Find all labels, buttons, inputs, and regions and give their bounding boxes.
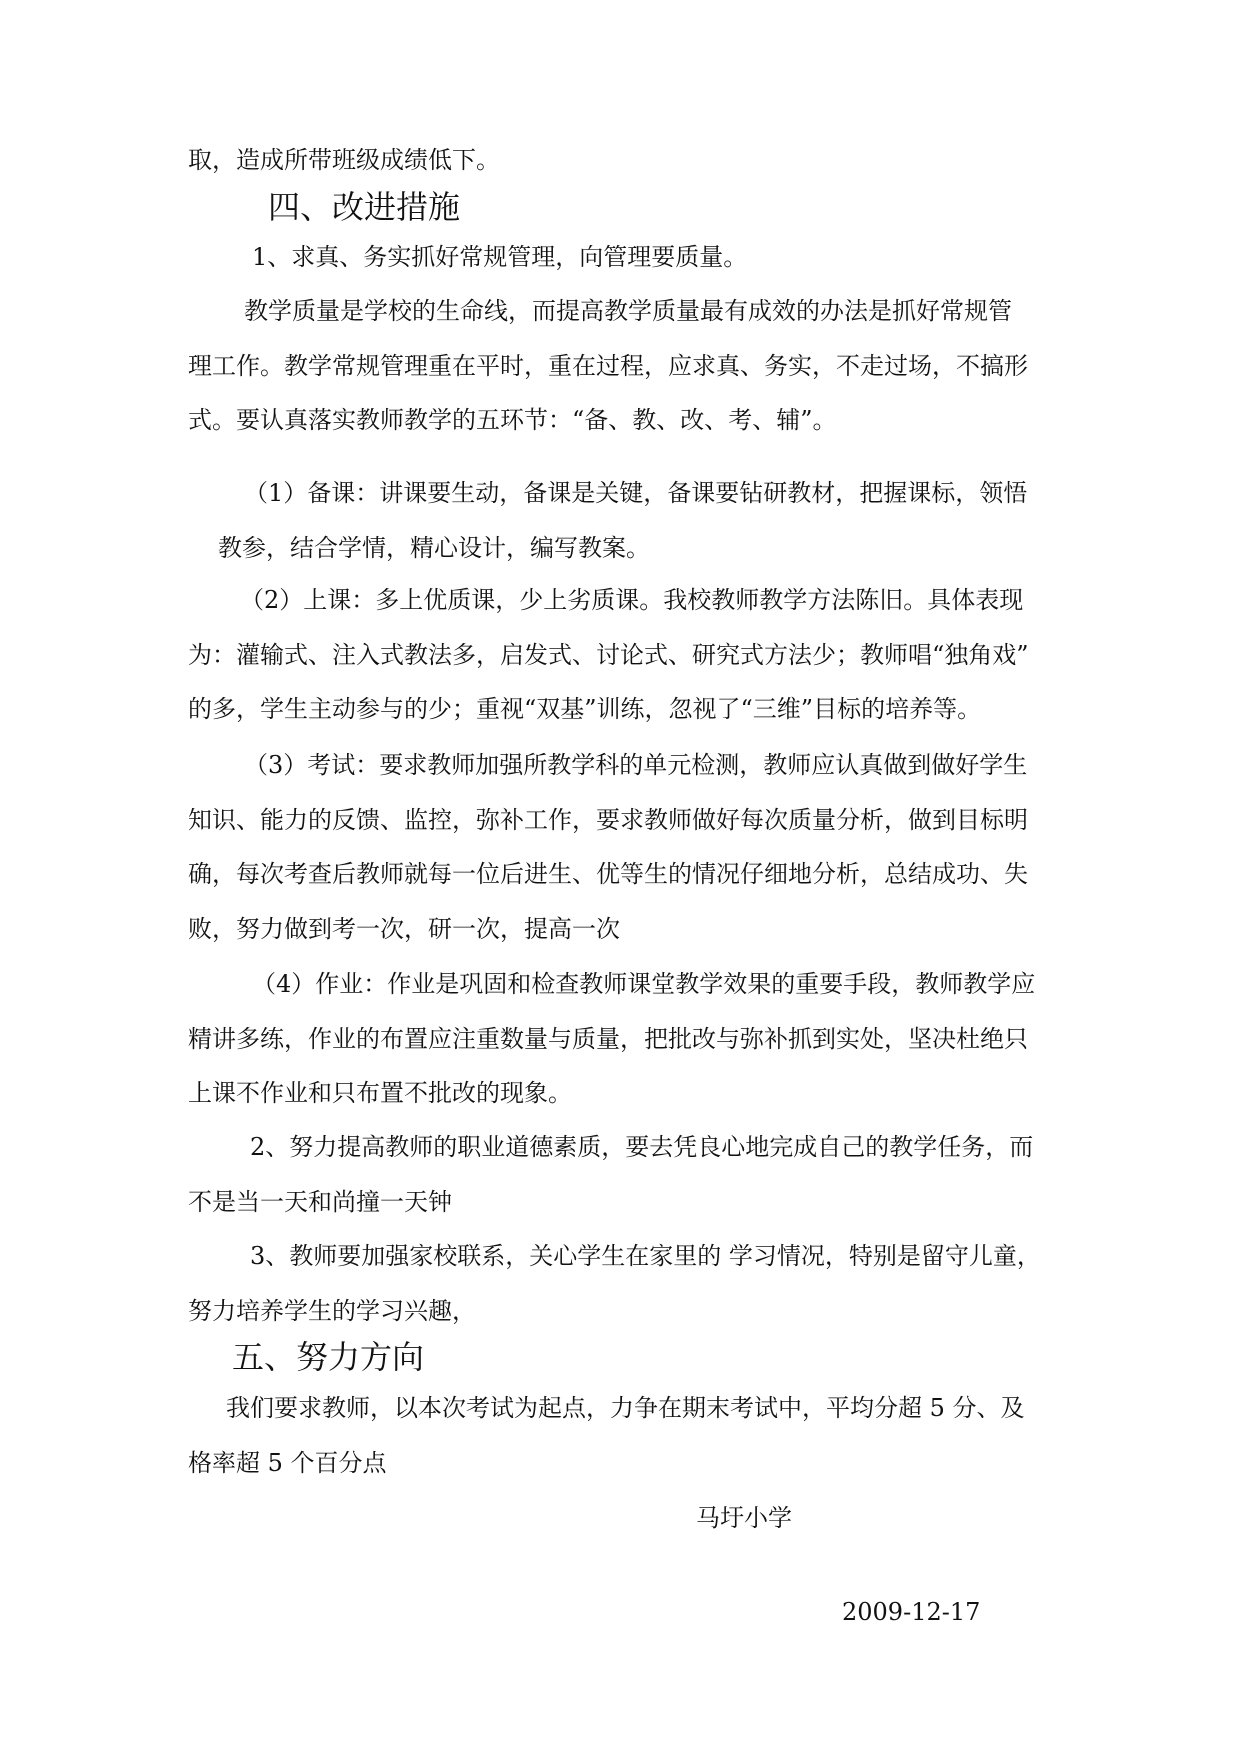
text-line: 2、努力提高教师的职业道德素质，要去凭良心地完成自己的教学任务，而 — [250, 1133, 1034, 1161]
text-line: （4）作业：作业是巩固和检查教师课堂教学效果的重要手段，教师教学应 — [252, 970, 1036, 998]
text-line: 教参，结合学情，精心设计，编写教案。 — [218, 533, 650, 562]
text-line: 上课不作业和只布置不批改的现象。 — [188, 1079, 572, 1107]
text-line: 教学质量是学校的生命线，而提高教学质量最有成效的办法是抓好常规管 — [244, 297, 1012, 325]
text-line: （1）备课：讲课要生动，备课是关键，备课要钻研教材，把握课标，领悟 — [244, 479, 1028, 507]
paragraph-exam — [188, 738, 1058, 956]
section-heading-5: 五、努力方向 — [232, 1338, 425, 1376]
paragraph-class — [188, 573, 1058, 737]
text-line: 不是当一天和尚撞一天钟 — [188, 1187, 452, 1216]
paragraph-homework — [188, 957, 1058, 1121]
paragraph-quality — [188, 284, 1058, 448]
text-line: 理工作。教学常规管理重在平时，重在过程，应求真、务实，不走过场，不搞形 — [188, 351, 1028, 380]
text-line: 努力培养学生的学习兴趣， — [188, 1296, 476, 1325]
text-line: 精讲多练，作业的布置应注重数量与质量，把批改与弥补抓到实处，坚决杜绝只 — [188, 1024, 1028, 1053]
text-line: 为：灌输式、注入式教法多，启发式、讨论式、研究式方法少；教师唱“独角戏” — [188, 640, 1029, 669]
text-line: 取，造成所带班级成绩低下。 — [188, 146, 500, 174]
measure-item-2 — [188, 1120, 1058, 1229]
text-line: 知识、能力的反馈、监控，弥补工作，要求教师做好每次质量分析，做到目标明 — [188, 805, 1028, 834]
text-line: 败，努力做到考一次，研一次，提高一次 — [188, 914, 620, 943]
paragraph-lesson-prep — [188, 466, 1058, 575]
text-line: 1、求真、务实抓好常规管理，向管理要质量。 — [252, 243, 748, 271]
text-line: 3、教师要加强家校联系，关心学生在家里的 学习情况，特别是留守儿童， — [250, 1242, 1041, 1270]
paragraph-direction — [188, 1381, 1058, 1490]
text-line: 式。要认真落实教师教学的五环节：“备、教、改、考、辅”。 — [188, 406, 837, 434]
measure-item-3 — [188, 1229, 1058, 1338]
text-line: （2）上课：多上优质课，少上劣质课。我校教师教学方法陈旧。具体表现 — [240, 586, 1024, 614]
text-line: 确，每次考查后教师就每一位后进生、优等生的情况仔细地分析，总结成功、失 — [188, 860, 1028, 888]
signature-school: 马圩小学 — [696, 1504, 792, 1532]
text-line: （3）考试：要求教师加强所教学科的单元检测，教师应认真做到做好学生 — [244, 751, 1028, 779]
text-line: 我们要求教师，以本次考试为起点，力争在期末考试中，平均分超 5 分、及 — [226, 1394, 1025, 1422]
signature-date: 2009-12-17 — [842, 1598, 981, 1626]
section-heading-4: 四、改进措施 — [268, 188, 461, 226]
measure-item-1 — [252, 230, 1122, 285]
text-line: 的多，学生主动参与的少；重视“双基”训练，忽视了“三维”目标的培养等。 — [188, 695, 982, 723]
text-line: 格率超 5 个百分点 — [188, 1448, 387, 1477]
